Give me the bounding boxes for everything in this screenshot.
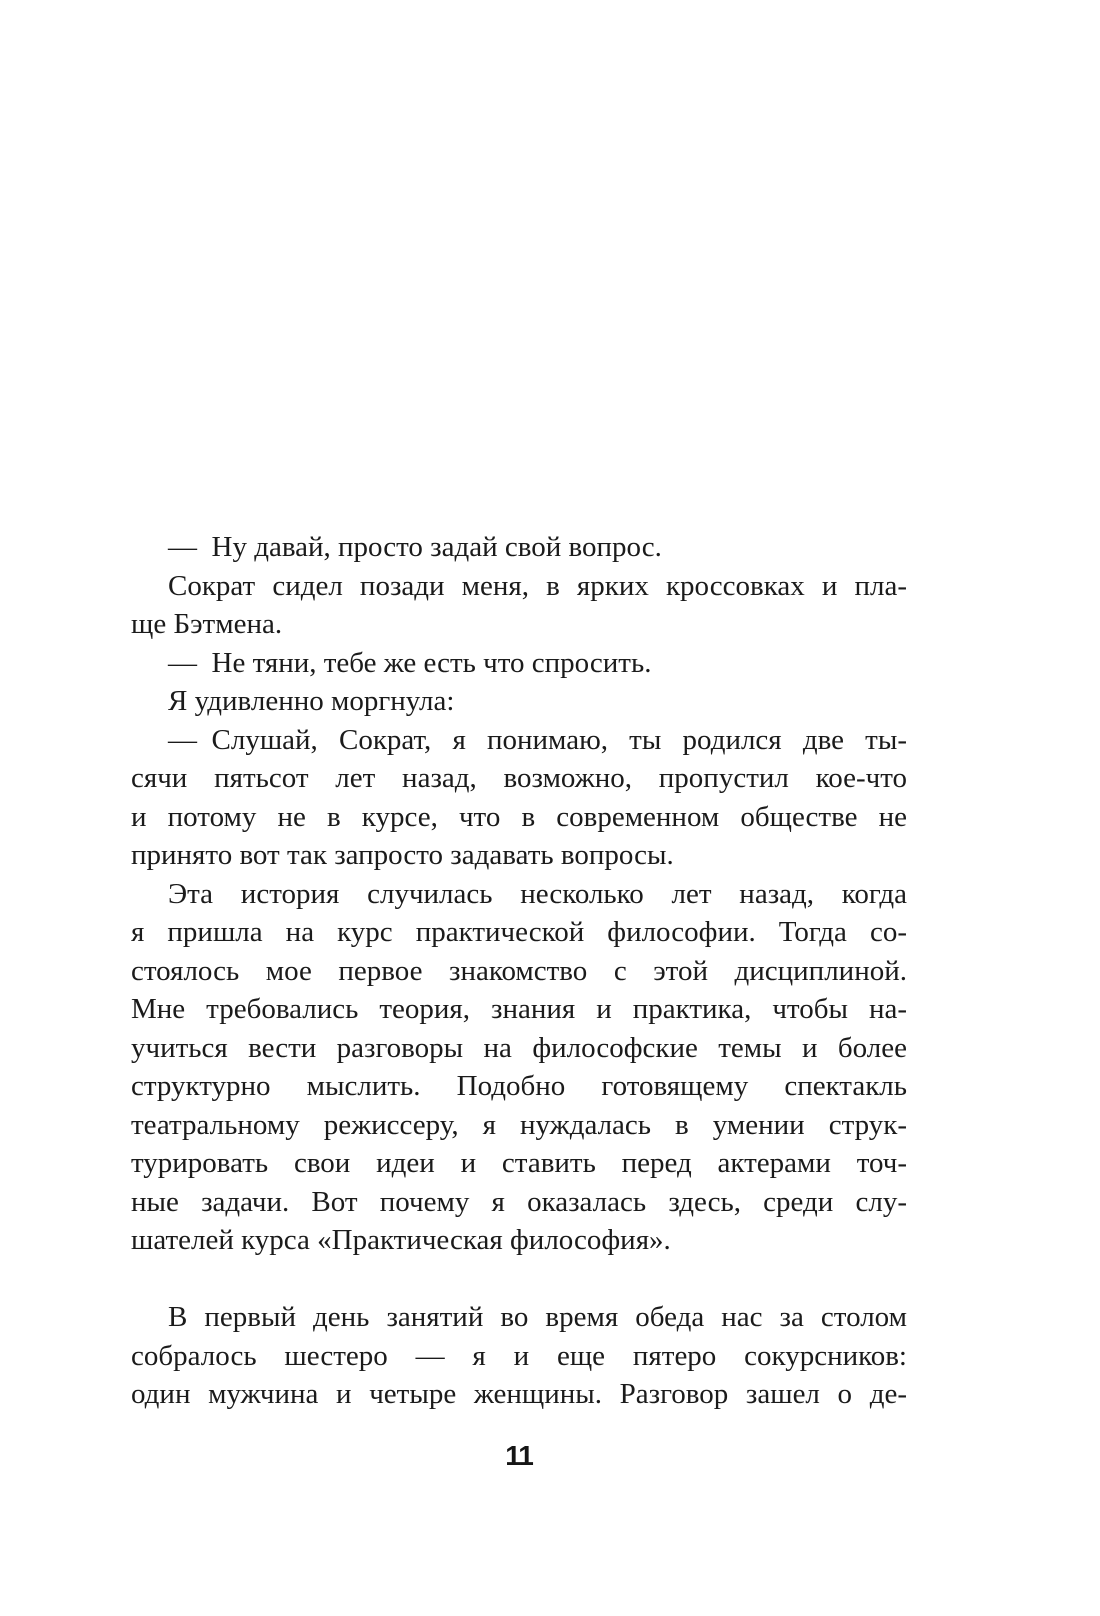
paragraph [131, 567, 907, 644]
paragraph [131, 721, 907, 875]
text-line: ные задачи. Вот почему я оказалась здесь, среди слу- [131, 1185, 907, 1218]
paragraph [131, 528, 907, 567]
paragraph [131, 875, 907, 1260]
text-line: — Слушай, Сократ, я понимаю, ты родился две ты- [168, 723, 907, 756]
text-line: собралось шестеро — я и еще пятеро сокурсников: [131, 1339, 907, 1372]
text-line: — Ну давай, просто задай свой вопрос. [168, 531, 662, 563]
page-number: 11 [505, 1440, 533, 1471]
text-line: ще Бэтмена. [131, 608, 283, 640]
text-line: Эта история случилась несколько лет назад, когда [168, 877, 907, 910]
text-line: учиться вести разговоры на философские темы и более [131, 1031, 907, 1064]
text-line: театральному режиссеру, я нуждалась в умении струк- [131, 1108, 907, 1141]
text-line: шателей курса «Практическая философия». [131, 1224, 671, 1256]
text-line: Сократ сидел позади меня, в ярких кроссовках и пла- [168, 569, 907, 602]
text-line: и потому не в курсе, что в современном обществе не [131, 800, 907, 833]
text-line: сячи пятьсот лет назад, возможно, пропустил кое-что [131, 762, 907, 794]
text-body [131, 528, 907, 1414]
text-line: турировать свои идеи и ставить перед актерами точ- [131, 1147, 907, 1179]
text-line: стоялось мое первое знакомство с этой дисциплиной. [131, 954, 907, 987]
text-line: Мне требовались теория, знания и практика, чтобы на- [131, 993, 907, 1025]
text-line: один мужчина и четыре женщины. Разговор зашел о де- [131, 1378, 907, 1410]
paragraph [131, 1298, 907, 1414]
paragraph [131, 682, 907, 721]
text-line: — Не тяни, тебе же есть что спросить. [168, 646, 652, 679]
text-line: В первый день занятий во время обеда нас за столом [168, 1301, 907, 1333]
text-line: структурно мыслить. Подобно готовящему спектакль [131, 1070, 907, 1102]
text-line: принято вот так запросто задавать вопросы. [131, 839, 674, 871]
paragraph [131, 644, 907, 683]
text-line: Я удивленно моргнула: [168, 685, 455, 717]
text-line: я пришла на курс практической философии. Тогда со- [131, 916, 907, 948]
